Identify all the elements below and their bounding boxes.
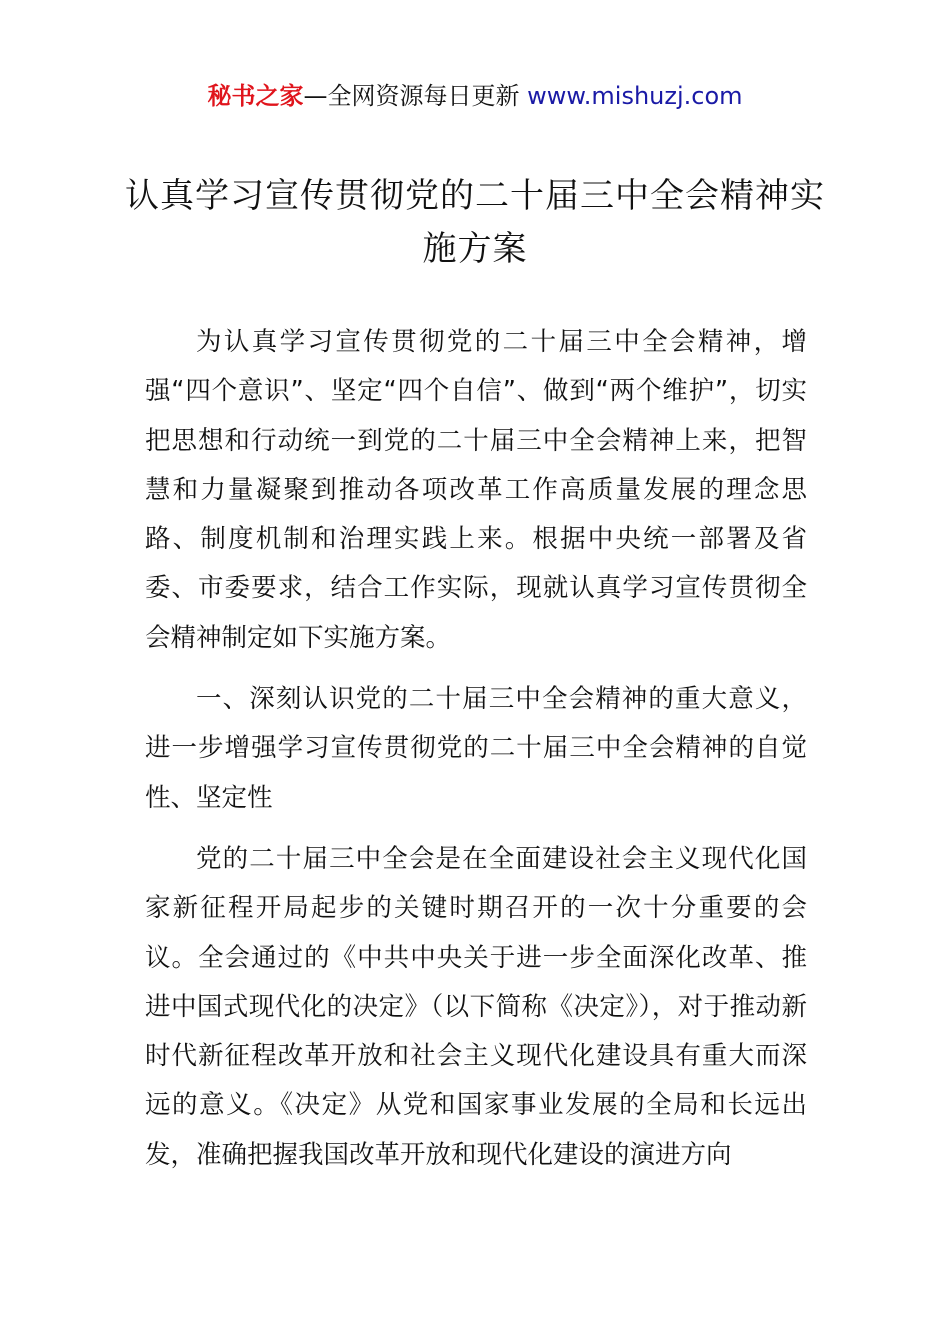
section-heading: 一、深刻认识党的二十届三中全会精神的重大意义，进一步增强学习宣传贯彻党的二十届三中全会精神的自觉性、坚定性 [145,684,807,813]
document-body [145,318,807,1180]
intro-paragraph: 为认真学习宣传贯彻党的二十届三中全会精神，增强“四个意识”、坚定“四个自信”、做到“两个维护”，切实把思想和行动统一到党的二十届三中全会精神上来，把智慧和力量凝聚到推动各项改革工作高质量发展的理念思路、制度机制和治理实践上来。根据中央统一部署及省委、市委要求，结合工作实际，现就认真学习宣传贯彻全会精神制定如下实施方案。 [145,327,807,653]
site-url-link[interactable]: www.mishuzj.com [527,82,743,110]
body-paragraph: 党的二十届三中全会是在全面建设社会主义现代化国家新征程开局起步的关键时期召开的一次十分重要的会议。全会通过的《中共中央关于进一步全面深化改革、推进中国式现代化的决定》（以下简称《决定》），对于推动新时代新征程改革开放和社会主义现代化建设具有重大而深远的意义。《决定》从党和国家事业发展的全局和长远出发，准确把握我国改革开放和现代化建设的演进方向 [145,843,807,1170]
site-brand: 秘书之家 [207,82,304,110]
site-header [0,80,950,112]
document-title: 认真学习宣传贯彻党的二十届三中全会精神实施方案 [125,176,825,269]
site-tagline: —全网资源每日更新 [303,82,528,110]
